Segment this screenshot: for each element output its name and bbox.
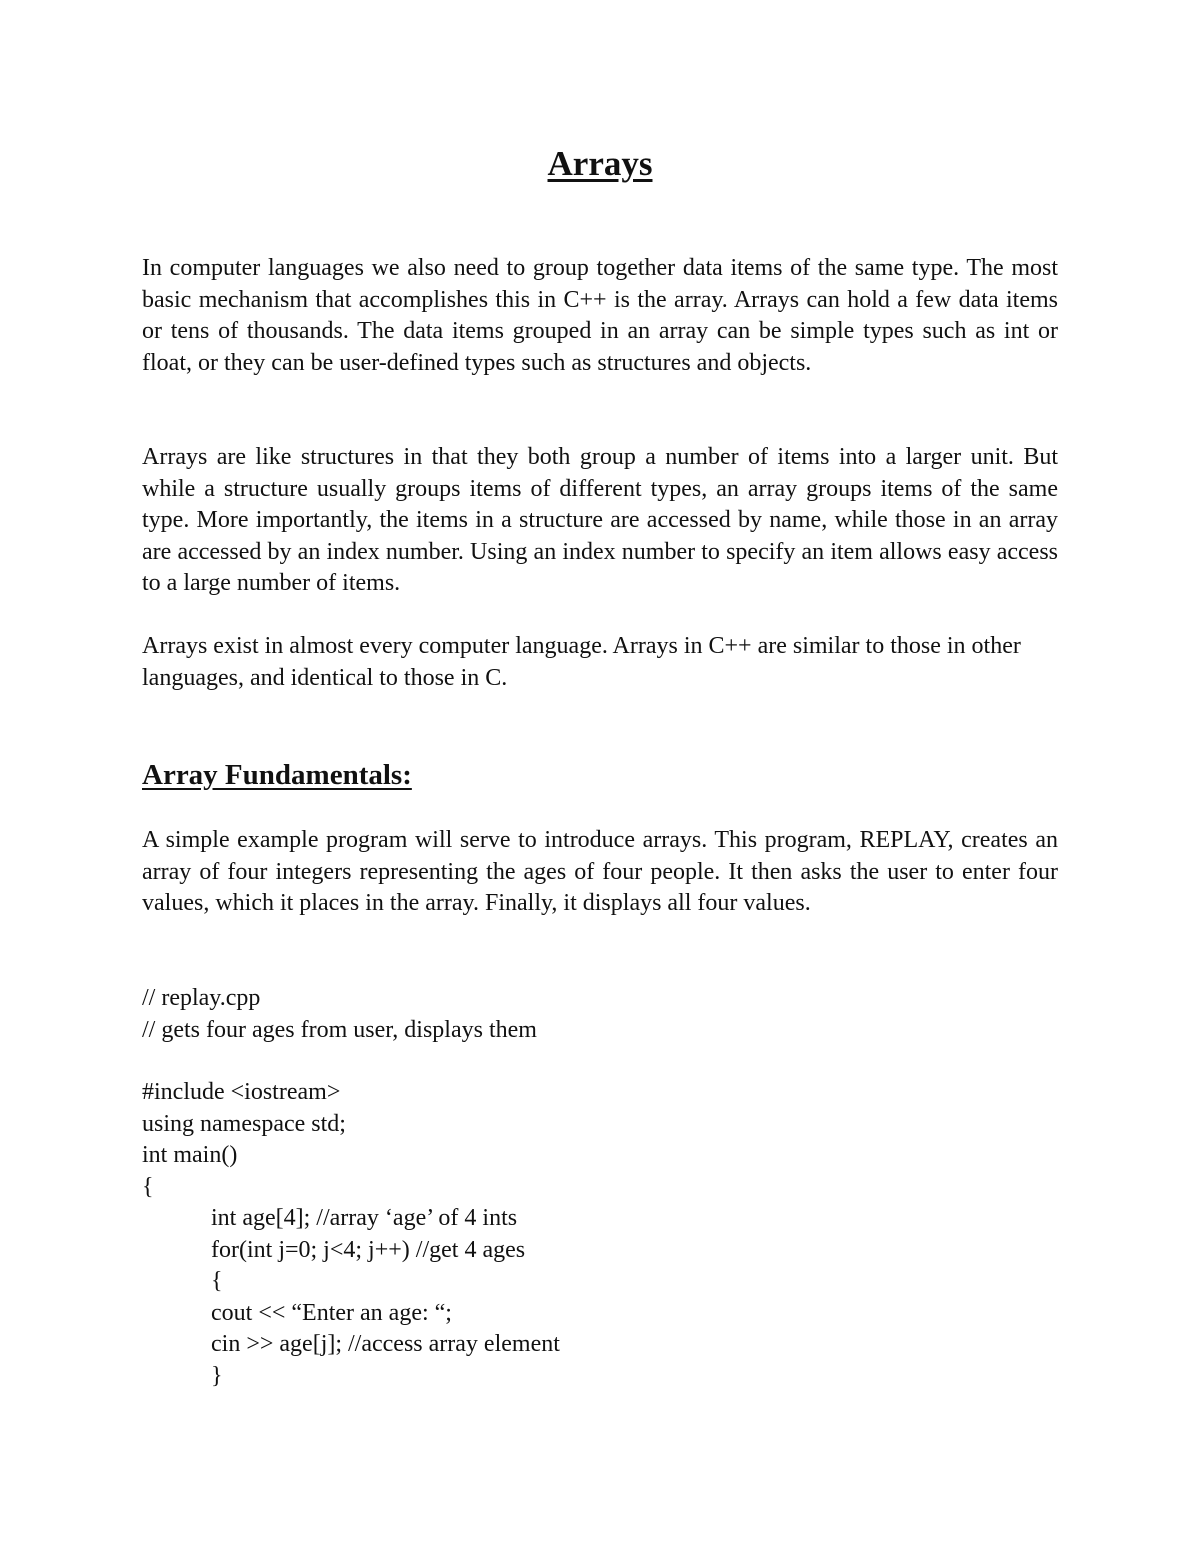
code-line: { [211,1268,223,1294]
code-line: int age[4]; //array ‘age’ of 4 ints [211,1205,518,1231]
code-line: } [211,1362,223,1389]
fundamentals-paragraph: A simple example program will serve to introduce arrays. This program, REPLAY, creates an array of four integers representing the ages of four people. It then asks the user to enter four values, which it places in the array. Finally, it displays all four values. [142,827,1058,916]
code-line: int main() [142,1142,238,1168]
languages-paragraph: Arrays exist in almost every computer language. Arrays in C++ are similar to those in other languages, and identical to those in C. [142,633,1021,691]
code-line: using namespace std; [142,1110,346,1137]
code-line: cin >> age[j]; //access array element [211,1331,560,1357]
code-comment-block [142,983,1058,1046]
code-block [142,1077,1058,1392]
code-line: #include <iostream> [142,1079,341,1105]
code-line: cout << “Enter an age: “; [211,1299,452,1326]
code-comment-line: // gets four ages from user, displays them [142,1016,537,1043]
code-line: for(int j=0; j<4; j++) //get 4 ages [211,1236,526,1263]
page-title: Arrays [547,144,653,183]
code-line: { [142,1173,154,1200]
structures-paragraph: Arrays are like structures in that they both group a number of items into a larger unit. But while a structure usually groups items of different types, an array groups items of the same type. More importantly, the items in a structure are accessed by name, while those in an array are accessed by an index number. Using an index number to specify an item allows easy access to a large number of items. [142,444,1058,596]
intro-paragraph: In computer languages we also need to group together data items of the same type. The most basic mechanism that accomplishes this in C++ is the array. Arrays can hold a few data items or tens of thousands. The data items grouped in an array can be simple types such as int or float, or they can be user-defined types such as structures and objects. [142,255,1058,376]
section-heading: Array Fundamentals: [142,759,412,791]
code-comment-line: // replay.cpp [142,985,261,1011]
